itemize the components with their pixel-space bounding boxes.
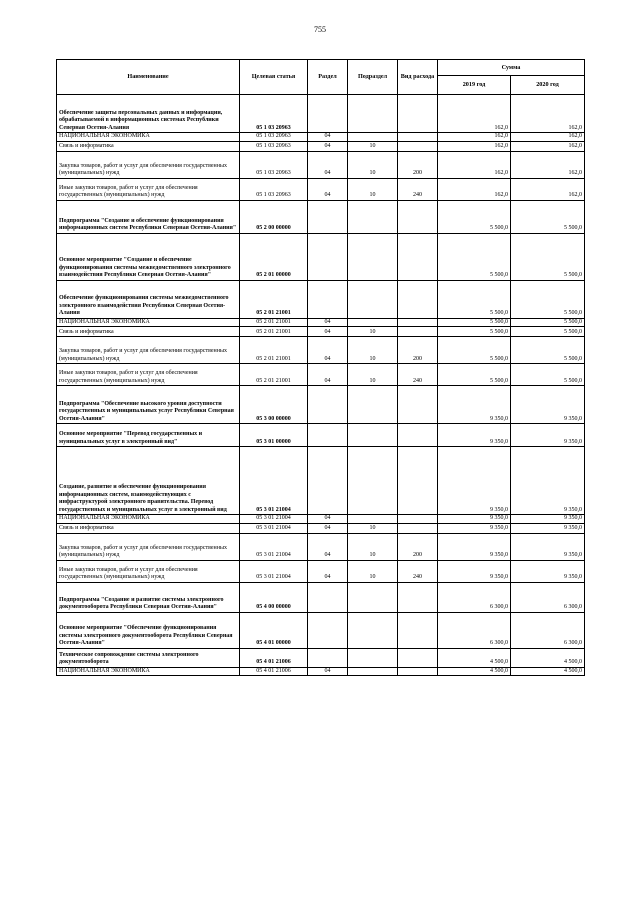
row-amount-2019: 6 300,0 — [438, 582, 511, 612]
row-expense-type — [398, 447, 438, 515]
row-name: Основное мероприятие "Обеспечение функционирования системы электронного документооборота Республики Северная Осетия-Алания" — [57, 612, 240, 648]
row-amount-2019: 9 350,0 — [438, 386, 511, 424]
row-amount-2019: 162,0 — [438, 151, 511, 178]
row-target-code: 05 3 01 21004 — [240, 533, 308, 560]
row-amount-2020: 9 350,0 — [511, 533, 585, 560]
row-amount-2019: 5 500,0 — [438, 318, 511, 327]
row-amount-2020: 5 500,0 — [511, 364, 585, 386]
row-section: 04 — [308, 523, 348, 533]
row-subsection — [348, 386, 398, 424]
row-target-code: 05 4 01 00000 — [240, 612, 308, 648]
header-section: Раздел — [308, 60, 348, 95]
table-row — [57, 141, 585, 151]
table-row — [57, 318, 585, 327]
row-amount-2020: 6 300,0 — [511, 582, 585, 612]
row-subsection — [348, 233, 398, 280]
table-body — [57, 95, 585, 676]
row-amount-2019: 162,0 — [438, 133, 511, 142]
row-amount-2019: 5 500,0 — [438, 200, 511, 233]
row-target-code: 05 1 03 20963 — [240, 141, 308, 151]
row-expense-type — [398, 424, 438, 447]
header-year-2020: 2020 год — [511, 76, 585, 95]
row-name: НАЦИОНАЛЬНАЯ ЭКОНОМИКА — [57, 133, 240, 142]
row-expense-type — [398, 95, 438, 133]
row-name: Закупка товаров, работ и услуг для обеспечения государственных (муниципальных) нужд — [57, 533, 240, 560]
row-expense-type — [398, 200, 438, 233]
row-expense-type — [398, 612, 438, 648]
row-section — [308, 582, 348, 612]
row-amount-2020: 9 350,0 — [511, 386, 585, 424]
row-expense-type: 240 — [398, 560, 438, 582]
row-subsection — [348, 318, 398, 327]
row-subsection — [348, 95, 398, 133]
table-row — [57, 667, 585, 676]
row-amount-2020: 9 350,0 — [511, 424, 585, 447]
row-name: Основное мероприятие "Создание и обеспечение функционирования системы межведомственного электронного взаимодействия Республики Северная Осетия-Алания" — [57, 233, 240, 280]
row-subsection: 10 — [348, 178, 398, 200]
row-section — [308, 648, 348, 667]
header-target-code: Целевая статья — [240, 60, 308, 95]
row-name: НАЦИОНАЛЬНАЯ ЭКОНОМИКА — [57, 667, 240, 676]
row-section — [308, 200, 348, 233]
row-amount-2019: 9 350,0 — [438, 424, 511, 447]
row-amount-2020: 5 500,0 — [511, 200, 585, 233]
row-expense-type: 200 — [398, 337, 438, 364]
row-subsection — [348, 424, 398, 447]
row-amount-2020: 5 500,0 — [511, 233, 585, 280]
row-section — [308, 447, 348, 515]
row-name: Подпрограмма "Создание и обеспечение функционирования информационных систем Республики Северная Осетия-Алания" — [57, 200, 240, 233]
table-row — [57, 386, 585, 424]
row-amount-2019: 6 300,0 — [438, 612, 511, 648]
row-target-code: 05 2 01 21001 — [240, 280, 308, 318]
budget-table — [56, 59, 585, 676]
row-subsection — [348, 200, 398, 233]
row-target-code: 05 4 00 00000 — [240, 582, 308, 612]
row-expense-type: 240 — [398, 178, 438, 200]
row-amount-2019: 5 500,0 — [438, 337, 511, 364]
row-amount-2020: 4 500,0 — [511, 667, 585, 676]
row-amount-2019: 162,0 — [438, 141, 511, 151]
row-amount-2020: 162,0 — [511, 133, 585, 142]
row-target-code: 05 2 01 21001 — [240, 318, 308, 327]
row-name: Основное мероприятие "Перевод государственных и муниципальных услуг в электронный вид" — [57, 424, 240, 447]
row-amount-2019: 5 500,0 — [438, 280, 511, 318]
row-amount-2019: 9 350,0 — [438, 533, 511, 560]
row-amount-2020: 9 350,0 — [511, 515, 585, 524]
row-subsection: 10 — [348, 364, 398, 386]
row-subsection — [348, 648, 398, 667]
row-section: 04 — [308, 141, 348, 151]
row-amount-2020: 5 500,0 — [511, 327, 585, 337]
row-target-code: 05 3 01 21004 — [240, 515, 308, 524]
row-target-code: 05 3 01 21004 — [240, 560, 308, 582]
table-row — [57, 233, 585, 280]
row-subsection — [348, 515, 398, 524]
row-expense-type — [398, 386, 438, 424]
row-section: 04 — [308, 178, 348, 200]
row-expense-type — [398, 318, 438, 327]
row-section — [308, 95, 348, 133]
header-expense-type: Вид расхода — [398, 60, 438, 95]
row-name: Связь и информатика — [57, 327, 240, 337]
row-name: Иные закупки товаров, работ и услуг для обеспечения государственных (муниципальных) нужд — [57, 560, 240, 582]
row-name: Закупка товаров, работ и услуг для обеспечения государственных (муниципальных) нужд — [57, 337, 240, 364]
row-name: Создание, развитие и обеспечение функционирования информационных систем, взаимодействующих с инфраструктурой электронного правительства. Перевод государственных и муниципальных услуг в электронный вид — [57, 447, 240, 515]
row-section: 04 — [308, 151, 348, 178]
row-target-code: 05 1 03 20963 — [240, 133, 308, 142]
row-target-code: 05 2 01 21001 — [240, 327, 308, 337]
table-row — [57, 447, 585, 515]
table-row — [57, 200, 585, 233]
row-amount-2019: 9 350,0 — [438, 523, 511, 533]
table-row — [57, 648, 585, 667]
row-amount-2019: 5 500,0 — [438, 327, 511, 337]
row-amount-2020: 9 350,0 — [511, 560, 585, 582]
row-name: Связь и информатика — [57, 141, 240, 151]
row-amount-2020: 5 500,0 — [511, 337, 585, 364]
row-subsection — [348, 280, 398, 318]
row-amount-2020: 162,0 — [511, 141, 585, 151]
row-subsection — [348, 133, 398, 142]
row-subsection: 10 — [348, 533, 398, 560]
row-target-code: 05 3 01 21004 — [240, 523, 308, 533]
row-amount-2020: 162,0 — [511, 178, 585, 200]
row-subsection — [348, 667, 398, 676]
row-amount-2020: 162,0 — [511, 151, 585, 178]
header-year-2019: 2019 год — [438, 76, 511, 95]
row-section: 04 — [308, 364, 348, 386]
header-name: Наименование — [57, 60, 240, 95]
table-row — [57, 364, 585, 386]
table-row — [57, 424, 585, 447]
row-section — [308, 280, 348, 318]
row-amount-2020: 5 500,0 — [511, 280, 585, 318]
row-section: 04 — [308, 667, 348, 676]
row-target-code: 05 3 01 00000 — [240, 424, 308, 447]
page-number: 755 — [314, 25, 326, 34]
row-section: 04 — [308, 318, 348, 327]
row-subsection: 10 — [348, 141, 398, 151]
row-name: Обеспечение функционирования системы межведомственного электронного взаимодействия Республики Северная Осетия-Алания — [57, 280, 240, 318]
row-subsection — [348, 447, 398, 515]
row-target-code: 05 2 01 21001 — [240, 337, 308, 364]
row-name: Связь и информатика — [57, 523, 240, 533]
row-section — [308, 612, 348, 648]
row-section: 04 — [308, 337, 348, 364]
row-amount-2019: 9 350,0 — [438, 560, 511, 582]
row-expense-type — [398, 141, 438, 151]
row-name: НАЦИОНАЛЬНАЯ ЭКОНОМИКА — [57, 318, 240, 327]
row-amount-2019: 4 500,0 — [438, 667, 511, 676]
row-amount-2020: 4 500,0 — [511, 648, 585, 667]
row-expense-type — [398, 523, 438, 533]
row-section: 04 — [308, 533, 348, 560]
row-amount-2020: 9 350,0 — [511, 447, 585, 515]
row-name: Техническое сопровождение системы электронного документооборота — [57, 648, 240, 667]
row-section — [308, 386, 348, 424]
row-expense-type — [398, 582, 438, 612]
row-target-code: 05 3 01 21004 — [240, 447, 308, 515]
row-subsection: 10 — [348, 151, 398, 178]
row-expense-type — [398, 233, 438, 280]
table-row — [57, 151, 585, 178]
row-section: 04 — [308, 560, 348, 582]
row-expense-type — [398, 515, 438, 524]
row-subsection: 10 — [348, 560, 398, 582]
row-expense-type: 200 — [398, 533, 438, 560]
row-amount-2019: 162,0 — [438, 178, 511, 200]
row-amount-2019: 9 350,0 — [438, 515, 511, 524]
row-expense-type — [398, 667, 438, 676]
row-expense-type — [398, 327, 438, 337]
row-section — [308, 233, 348, 280]
row-target-code: 05 1 03 20963 — [240, 151, 308, 178]
row-expense-type: 200 — [398, 151, 438, 178]
row-target-code: 05 4 01 21006 — [240, 648, 308, 667]
row-name: Иные закупки товаров, работ и услуг для обеспечения государственных (муниципальных) нужд — [57, 364, 240, 386]
table-row — [57, 612, 585, 648]
row-section: 04 — [308, 515, 348, 524]
row-subsection — [348, 582, 398, 612]
row-amount-2019: 5 500,0 — [438, 233, 511, 280]
row-amount-2020: 5 500,0 — [511, 318, 585, 327]
table-row — [57, 280, 585, 318]
table-row — [57, 133, 585, 142]
row-name: Подпрограмма "Обеспечение высокого уровня доступности государственных и муниципальных услуг Республики Северная Осетия-Алания" — [57, 386, 240, 424]
row-subsection — [348, 612, 398, 648]
row-target-code: 05 4 01 21006 — [240, 667, 308, 676]
row-section: 04 — [308, 327, 348, 337]
row-amount-2020: 6 300,0 — [511, 612, 585, 648]
row-name: Подпрограмма "Создание и развитие системы электронного документооборота Республики Северная Осетия-Алания" — [57, 582, 240, 612]
row-name: Закупка товаров, работ и услуг для обеспечения государственных (муниципальных) нужд — [57, 151, 240, 178]
table-row — [57, 95, 585, 133]
header-subsection: Подраздел — [348, 60, 398, 95]
row-amount-2019: 162,0 — [438, 95, 511, 133]
row-amount-2020: 9 350,0 — [511, 523, 585, 533]
table-row — [57, 582, 585, 612]
row-target-code: 05 2 00 00000 — [240, 200, 308, 233]
row-target-code: 05 1 03 20963 — [240, 95, 308, 133]
row-amount-2019: 4 500,0 — [438, 648, 511, 667]
table-row — [57, 523, 585, 533]
row-target-code: 05 2 01 00000 — [240, 233, 308, 280]
table-row — [57, 327, 585, 337]
row-amount-2019: 5 500,0 — [438, 364, 511, 386]
row-target-code: 05 2 01 21001 — [240, 364, 308, 386]
row-expense-type — [398, 280, 438, 318]
row-expense-type — [398, 648, 438, 667]
row-subsection: 10 — [348, 337, 398, 364]
row-name: Обеспечение защиты персональных данных и информации, обрабатываемой в информационных системах Республики Северная Осетия-Алания — [57, 95, 240, 133]
row-target-code: 05 1 03 20963 — [240, 178, 308, 200]
row-target-code: 05 3 00 00000 — [240, 386, 308, 424]
table-row — [57, 337, 585, 364]
header-sum: Сумма — [438, 60, 585, 76]
row-expense-type: 240 — [398, 364, 438, 386]
row-amount-2020: 162,0 — [511, 95, 585, 133]
row-amount-2019: 9 350,0 — [438, 447, 511, 515]
row-subsection: 10 — [348, 523, 398, 533]
row-expense-type — [398, 133, 438, 142]
row-subsection: 10 — [348, 327, 398, 337]
table-row — [57, 178, 585, 200]
row-section — [308, 424, 348, 447]
table-row — [57, 560, 585, 582]
table-row — [57, 515, 585, 524]
table-row — [57, 533, 585, 560]
row-name: НАЦИОНАЛЬНАЯ ЭКОНОМИКА — [57, 515, 240, 524]
row-section: 04 — [308, 133, 348, 142]
row-name: Иные закупки товаров, работ и услуг для обеспечения государственных (муниципальных) нужд — [57, 178, 240, 200]
